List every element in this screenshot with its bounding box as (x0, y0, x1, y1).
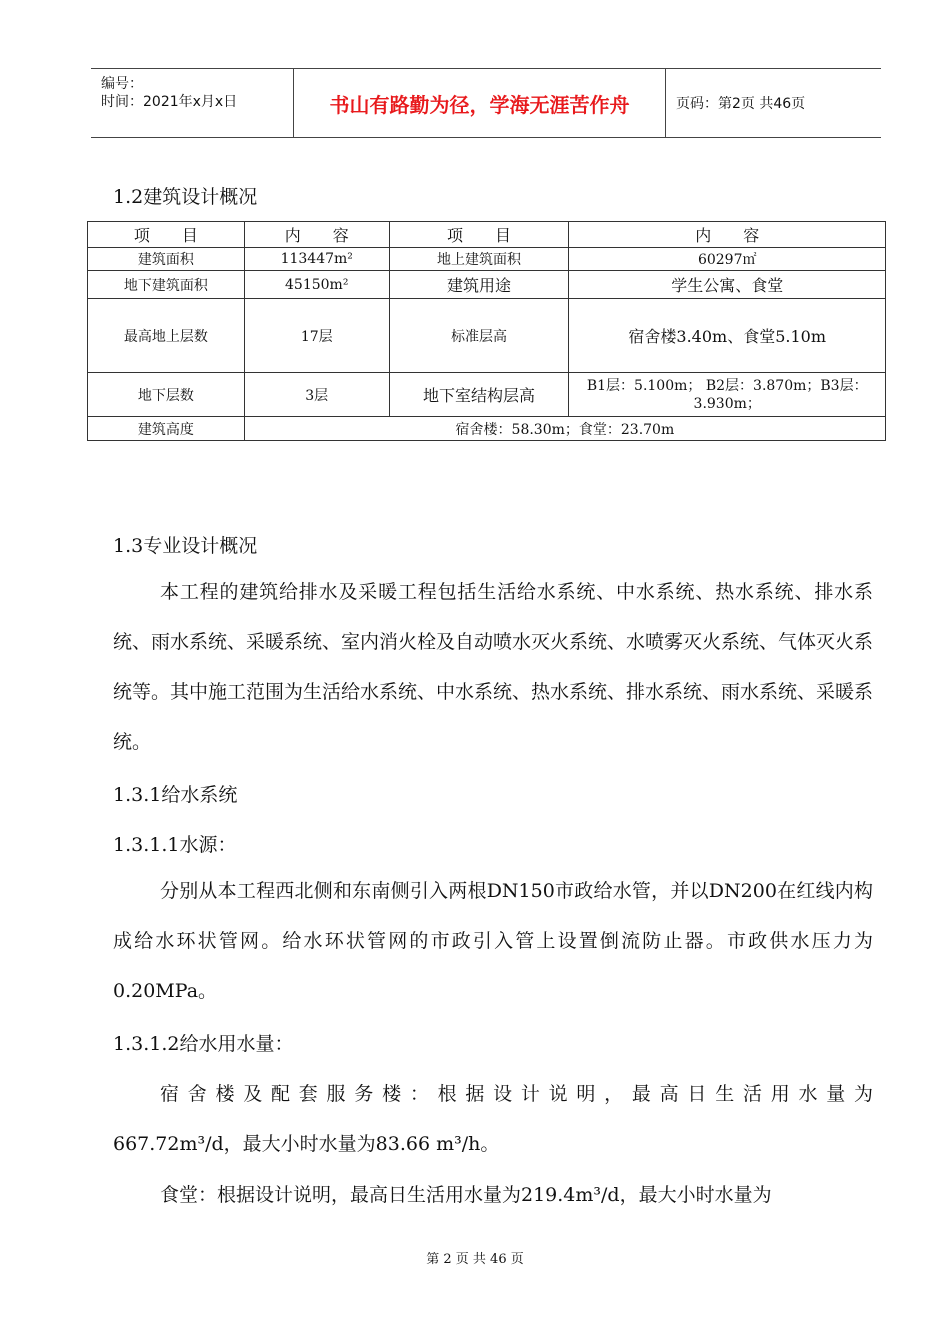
table-cell: 地下层数 (88, 373, 245, 417)
table-cell: 17层 (244, 299, 389, 373)
building-info-table (87, 221, 886, 441)
table-cell: 宿舍楼：58.30m；食堂：23.70m (244, 417, 885, 441)
table-row (88, 417, 886, 441)
intro-paragraph: 本工程的建筑给排水及采暖工程包括生活给水系统、中水系统、热水系统、排水系统、雨水系统、采暖系统、室内消火栓及自动喷水灭火系统、水喷雾灭火系统、气体灭火系统等。其中施工范围为生活给水系统、中水系统、热水系统、排水系统、雨水系统、采暖系统。 (113, 581, 874, 753)
table-cell: 45150m² (244, 271, 389, 299)
table-cell: 标准层高 (389, 299, 569, 373)
table-header-row (88, 222, 886, 248)
table-cell: 地下建筑面积 (88, 271, 245, 299)
header-page-label: 页码：第2页 共46页 (676, 96, 806, 112)
table-header-cell: 内 容 (244, 222, 389, 248)
table-cell: 建筑高度 (88, 417, 245, 441)
dorm-usage-line-1: 宿舍楼及配套服务楼：根据设计说明，最高日生活用水量为 (160, 1083, 873, 1105)
table-cell: 宿舍楼3.40m、食堂5.10m (569, 299, 886, 373)
table-row (88, 373, 886, 417)
table-cell: 学生公寓、食堂 (569, 271, 886, 299)
table-cell: 建筑用途 (389, 271, 569, 299)
table-header-cell: 项 目 (389, 222, 569, 248)
time-label: 时间：2021年x月x日 (101, 94, 238, 110)
table-row (88, 299, 886, 373)
table-row (88, 271, 886, 299)
section-1-2-title: 1.2建筑设计概况 (113, 186, 258, 208)
section-1-3-1-2-title: 1.3.1.2给水用水量： (113, 1033, 294, 1055)
section-1-3-title: 1.3专业设计概况 (113, 535, 258, 557)
table-cell: 113447m² (244, 248, 389, 271)
table-cell: B1层：5.100m； B2层：3.870m；B3层：3.930m； (569, 373, 886, 417)
table-header-cell: 项 目 (88, 222, 245, 248)
section-1-3-1-1-title: 1.3.1.1水源： (113, 834, 237, 856)
header-meta (91, 69, 294, 137)
table-cell: 60297㎡ (569, 248, 886, 271)
table-header-cell: 内 容 (569, 222, 886, 248)
table-cell: 地上建筑面积 (389, 248, 569, 271)
page-header (91, 68, 881, 138)
page-footer: 第 2 页 共 46 页 (426, 1252, 524, 1267)
table-row (88, 248, 886, 271)
water-source-paragraph: 分别从本工程西北侧和东南侧引入两根DN150市政给水管，并以DN200在红线内构成给水环状管网。给水环状管网的市政引入管上设置倒流防止器。市政供水压力为0.20MPa。 (113, 880, 873, 1002)
table-cell: 地下室结构层高 (389, 373, 569, 417)
table-cell: 建筑面积 (88, 248, 245, 271)
dorm-usage-line-2: 667.72m³/d，最大小时水量为83.66 m³/h。 (113, 1133, 500, 1155)
number-label: 编号： (101, 76, 143, 92)
table-cell: 最高地上层数 (88, 299, 245, 373)
table-cell: 3层 (244, 373, 389, 417)
section-1-3-1-title: 1.3.1给水系统 (113, 784, 238, 806)
canteen-usage-line: 食堂：根据设计说明，最高日生活用水量为219.4m³/d，最大小时水量为 (160, 1184, 772, 1206)
header-motto: 书山有路勤为径，学海无涯苦作舟 (294, 69, 666, 137)
